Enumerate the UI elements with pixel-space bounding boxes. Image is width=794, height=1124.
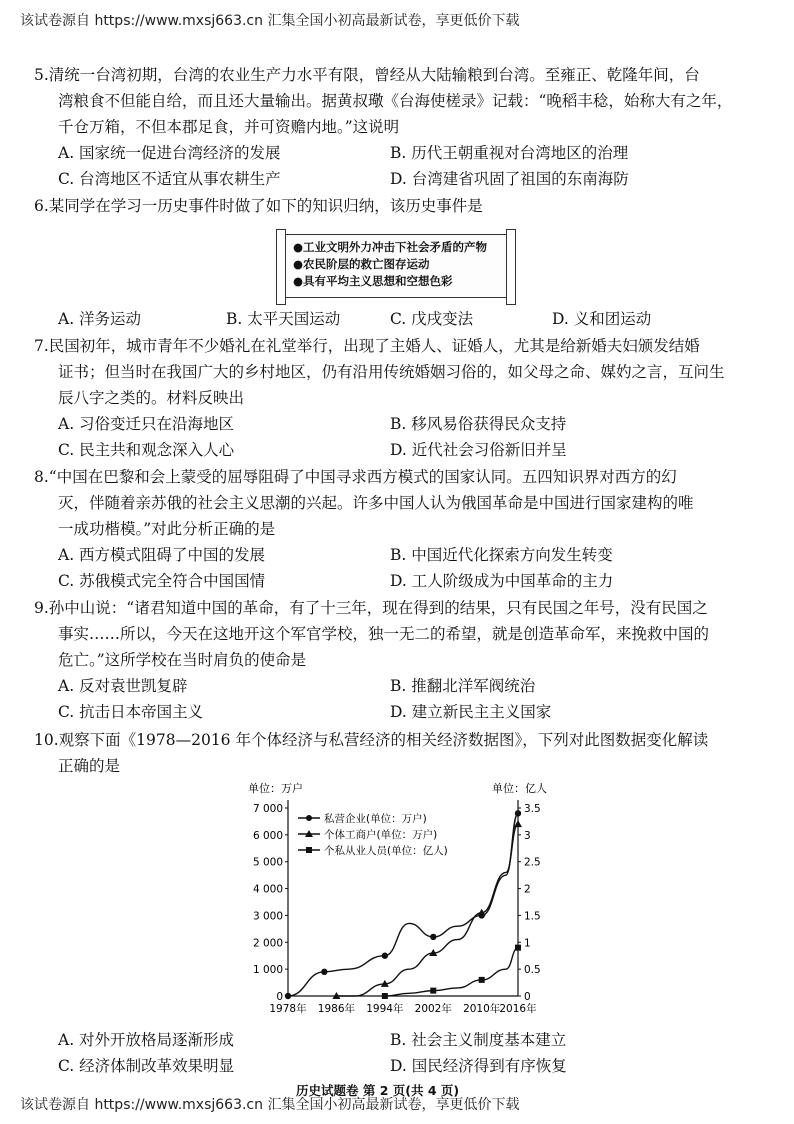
q9-line2: 事实……所以，今天在这地开这个军官学校，独一无二的希望，就是创造革命军，来挽救中国的 [58,625,710,643]
x-tick-label: 2016年 [499,1003,537,1015]
q6-note-3: ●具有平均主义思想和空想色彩 [293,274,453,288]
q7-option-a: A. 习俗变迁只在沿海地区 [58,415,235,433]
q10-option-a: A. 对外开放格局逐渐形成 [58,1031,235,1049]
q5-line3: 千仓万箱，不但本郡足食，并可资赡内地。”这说明 [58,118,400,136]
q5-line2: 湾粮食不但能自给，而且还大量输出。据黄叔璥《台海使槎录》记载：“晚稻丰稔，始称大有之年， [58,92,733,110]
q6-option-c: C. 戊戌变法 [390,310,474,328]
y-right-unit-label: 单位：亿人 [492,782,547,795]
q8-option-d: D. 工人阶级成为中国革命的主力 [390,572,614,590]
page-footer: 历史试题卷 第 2 页(共 4 页) [296,1083,460,1098]
series-line-square [385,948,518,996]
y-left-tick-label: 4 000 [252,883,283,896]
q8-option-b: B. 中国近代化探索方向发生转变 [390,546,613,564]
q6-line1: 6.某同学在学习一历史事件时做了如下的知识归纳，该历史事件是 [34,197,483,215]
q9-line3: 危亡。”这所学校在当时肩负的使命是 [58,651,307,669]
legend-label: 私营企业(单位：万户) [324,813,427,825]
y-left-unit-label: 单位：万户 [248,782,303,795]
y-right-tick-label: 3 [524,829,531,842]
y-right-tick-label: 2 [524,883,531,896]
chart-legend [298,812,448,857]
legend-marker-circle [306,815,312,821]
watermark-top: 该试卷源自 https://www.mxsj663.cn 汇集全国小初高最新试卷，享更低价下载 [20,13,520,29]
q10-line2: 正确的是 [58,757,121,775]
y-right-tick-label: 3.5 [524,803,541,815]
y-left-tick-label: 5 000 [252,856,283,869]
q9-option-a: A. 反对袁世凯复辟 [58,677,188,695]
point-circle [515,810,521,816]
q9-option-d: D. 建立新民主主义国家 [390,703,552,721]
q6-option-d: D. 义和团运动 [552,310,652,328]
point-square [479,977,485,983]
x-tick-label: 2010年 [463,1003,501,1015]
q5-option-c: C. 台湾地区不适宜从事农耕生产 [58,170,281,188]
economy-line-chart [230,780,570,1022]
point-circle [382,953,388,959]
y-right-tick-label: 0 [524,991,531,1003]
legend-label: 个体工商户(单位：万户) [324,829,438,841]
y-left-tick-label: 6 000 [252,829,283,842]
y-right-tick-label: 1.5 [524,910,541,923]
x-tick-label: 1978年 [269,1003,307,1015]
q6-notes-scroll [284,234,508,298]
x-tick-label: 1994年 [366,1003,404,1015]
legend-label: 个私从业人员(单位：亿人) [324,845,448,857]
y-left-tick-label: 7 000 [252,803,283,815]
q7-option-c: C. 民主共和观念深入人心 [58,441,235,459]
q6-note-1: ●工业文明外力冲击下社会矛盾的产物 [293,240,488,254]
q8-line3: 一成功楷模。”对此分析正确的是 [58,520,276,538]
q7-option-d: D. 近代社会习俗新旧并呈 [390,441,567,459]
q9-option-c: C. 抗击日本帝国主义 [58,703,204,721]
q6-option-a: A. 洋务运动 [58,310,142,328]
y-right-tick-label: 1 [524,937,531,950]
q7-line3: 辰八字之类的。材料反映出 [58,389,245,407]
y-left-tick-label: 3 000 [252,910,283,923]
point-circle [321,969,327,975]
point-square [515,945,521,951]
x-tick-label: 2002年 [414,1003,452,1015]
watermark-bottom: 该试卷源自 https://www.mxsj663.cn 汇集全国小初高最新试卷，享更低价下载 [20,1097,520,1113]
y-right-tick-label: 2.5 [524,856,541,869]
q8-line1: 8.“中国在巴黎和会上蒙受的屈辱阻碍了中国寻求西方模式的国家认同。五四知识界对西方的幻 [34,468,677,486]
y-left-tick-label: 0 [276,991,283,1003]
q10-option-c: C. 经济体制改革效果明显 [58,1057,235,1075]
q10-option-d: D. 国民经济得到有序恢复 [390,1057,567,1075]
q5-option-b: B. 历代王朝重视对台湾地区的治理 [390,144,629,162]
q9-option-b: B. 推翻北洋军阀统治 [390,677,536,695]
x-tick-label: 1986年 [317,1003,356,1015]
q6-option-b: B. 太平天国运动 [226,310,341,328]
q7-line2: 证书；但当时在我国广大的乡村地区，仍有沿用传统婚姻习俗的，如父母之命、媒妁之言，互问生 [58,363,725,381]
y-left-tick-label: 2 000 [252,937,283,950]
point-square [430,988,436,994]
y-left-tick-label: 1 000 [252,964,283,977]
q8-option-a: A. 西方模式阻碍了中国的发展 [58,546,266,564]
legend-marker-square [306,847,312,853]
point-circle [430,934,436,940]
q10-option-b: B. 社会主义制度基本建立 [390,1031,567,1049]
point-square [382,993,388,999]
q9-line1: 9.孙中山说：“诸君知道中国的革命，有了十三年，现在得到的结果，只有民国之年号，没有民国之 [34,599,708,617]
point-circle [285,993,291,999]
q7-line1: 7.民国初年，城市青年不少婚礼在礼堂举行，出现了主婚人、证婚人，尤其是给新婚夫妇颁发结婚 [34,337,700,355]
q5-option-a: A. 国家统一促进台湾经济的发展 [58,144,281,162]
q7-option-b: B. 移风易俗获得民众支持 [390,415,567,433]
q8-line2: 灭，伴随着亲苏俄的社会主义思潮的兴起。许多中国人认为俄国革命是中国进行国家建构的唯 [58,494,694,512]
q6-note-2: ●农民阶层的救亡图存运动 [293,257,430,271]
q8-option-c: C. 苏俄模式完全符合中国国情 [58,572,266,590]
q5-line1: 5.清统一台湾初期，台湾的农业生产力水平有限，曾经从大陆输粮到台湾。至雍正、乾隆年间，台 [34,66,700,84]
q10-line1: 10.观察下面《1978—2016 年个体经济与私营经济的相关经济数据图》，下列对此图数据变化解读 [34,731,709,749]
y-right-tick-label: 0.5 [524,964,541,977]
q5-option-d: D. 台湾建省巩固了祖国的东南海防 [390,170,629,188]
